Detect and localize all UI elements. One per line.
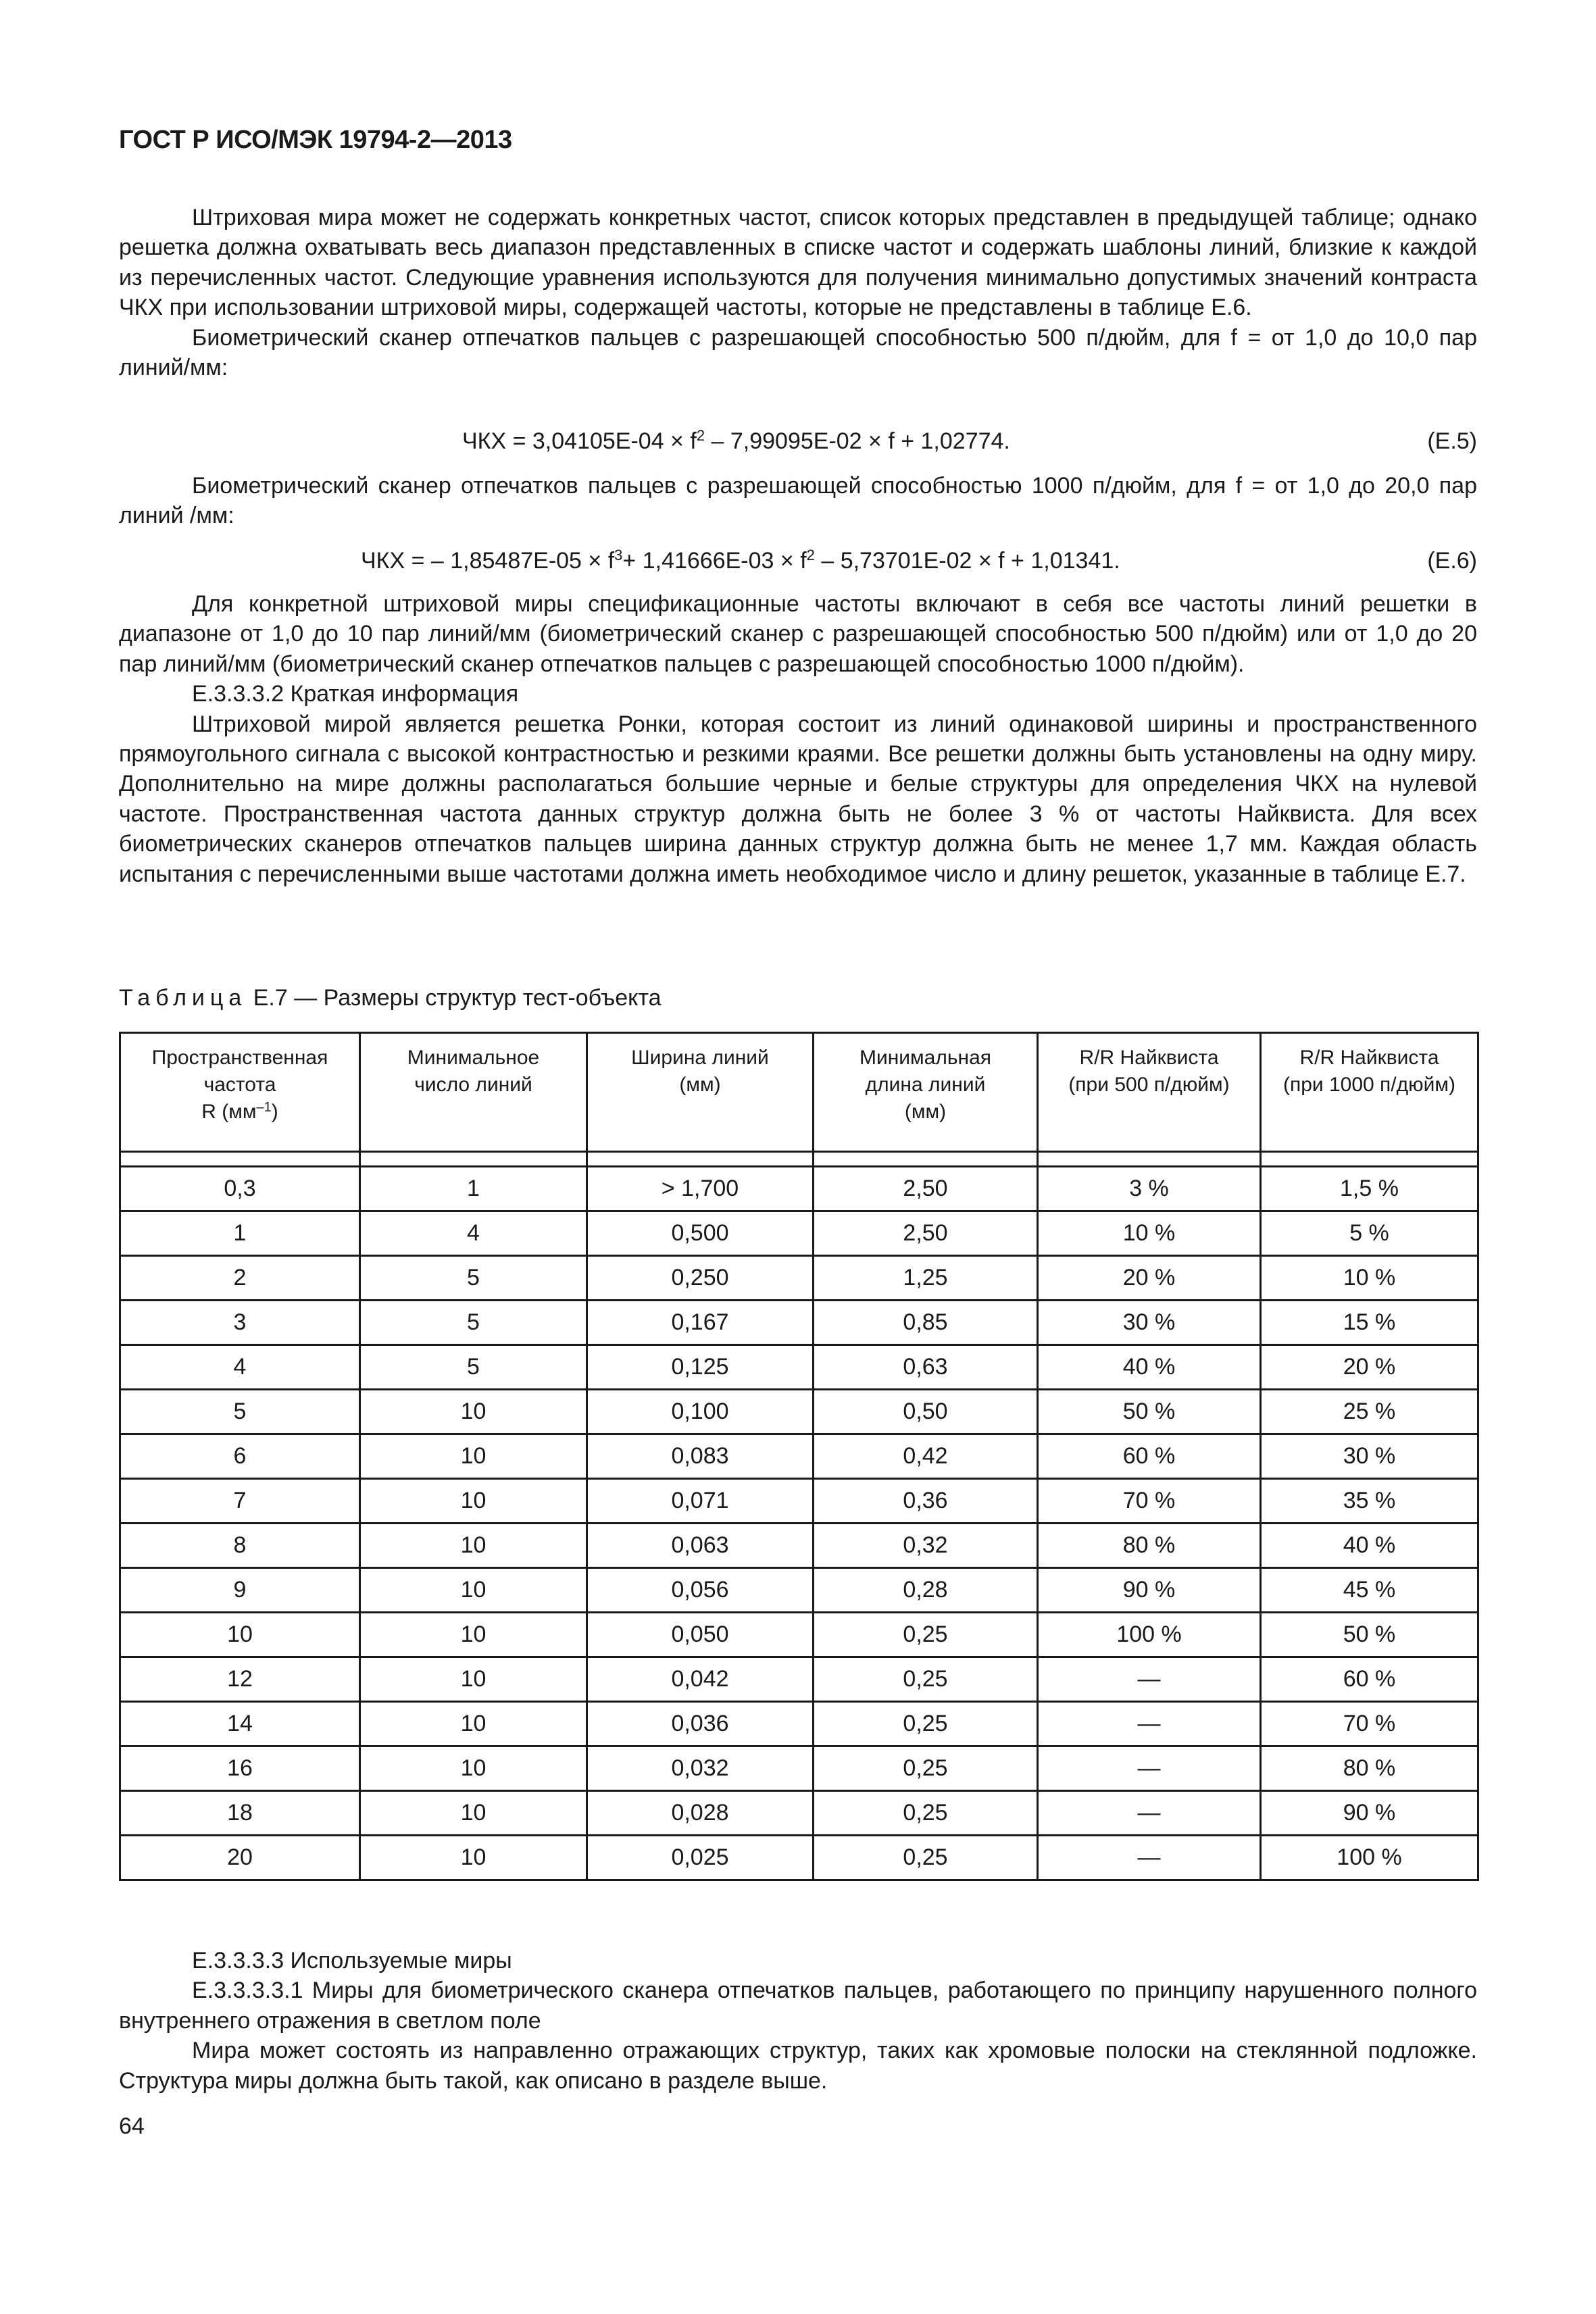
formula-e6-part3: – 5,73701E-02 × f + 1,01341. bbox=[814, 548, 1120, 574]
table-row bbox=[120, 1211, 1478, 1256]
header-c1-line2: частота bbox=[203, 1074, 276, 1096]
paragraph-spec-frequencies: Для конкретной штриховой миры спецификационные частоты включают в себя все частоты линий решетки в диапазоне от 1,0 до 10 пар линий/мм (биометрический сканер с разрешающей способностью 500 п/дюйм) или от 1,0 до 20 пар линий/мм (биометрический сканер отпечатков пальцев с разрешающей способностью 1000 п/дюйм). bbox=[119, 591, 1477, 677]
table-cell: 30 % bbox=[1261, 1434, 1478, 1479]
table-cell: > 1,700 bbox=[587, 1167, 814, 1211]
table-cell: 60 % bbox=[1038, 1434, 1261, 1479]
document-header-title: ГОСТ Р ИСО/МЭК 19794-2—2013 bbox=[119, 126, 512, 154]
table-caption-title: Е.7 — Размеры структур тест-объекта bbox=[247, 985, 662, 1011]
table-cell: 10 bbox=[360, 1791, 587, 1836]
table-cell: 10 % bbox=[1038, 1211, 1261, 1256]
table-cell: 0,25 bbox=[814, 1613, 1038, 1657]
table-cell: 4 bbox=[120, 1345, 360, 1390]
table-cell: 10 bbox=[360, 1836, 587, 1880]
table-cell: 3 % bbox=[1038, 1167, 1261, 1211]
table-cell: 35 % bbox=[1261, 1479, 1478, 1524]
table-cell: 10 bbox=[360, 1613, 587, 1657]
table-cell: 2,50 bbox=[814, 1167, 1038, 1211]
table-header-gap-row bbox=[120, 1152, 1478, 1167]
formula-e6-exponent-1: 3 bbox=[614, 547, 623, 563]
formula-e6-exponent-2: 2 bbox=[806, 547, 815, 563]
table-cell: 30 % bbox=[1038, 1301, 1261, 1345]
table-cell: 40 % bbox=[1261, 1524, 1478, 1568]
paragraph-ftir-targets: Е.3.3.3.3.1 Миры для биометрического сканера отпечатков пальцев, работающего по принципу нарушенного полного внутреннего отражения в светлом поле bbox=[119, 1978, 1477, 2034]
table-cell: 1,5 % bbox=[1261, 1167, 1478, 1211]
table-cell: 2 bbox=[120, 1256, 360, 1301]
table-row bbox=[120, 1256, 1478, 1301]
table-cell: 0,25 bbox=[814, 1791, 1038, 1836]
table-cell: 0,036 bbox=[587, 1702, 814, 1746]
paragraph-reflective-structures: Мира может состоять из направленно отражающих структур, таких как хромовые полоски на стеклянной подложке. Структура миры должна быть такой, как описано в разделе выше. bbox=[119, 2038, 1477, 2094]
header-c1-exponent: –1 bbox=[256, 1100, 272, 1115]
table-cell: 10 bbox=[360, 1434, 587, 1479]
table-cell: 10 bbox=[360, 1479, 587, 1524]
table-cell: 20 bbox=[120, 1836, 360, 1880]
table-row bbox=[120, 1568, 1478, 1613]
table-cell: 0,025 bbox=[587, 1836, 814, 1880]
table-cell: 10 bbox=[360, 1702, 587, 1746]
body-text bbox=[119, 589, 1477, 889]
header-c6-line1: R/R Найквиста bbox=[1299, 1047, 1439, 1069]
section-heading-used-targets: Е.3.3.3.3 Используемые миры bbox=[192, 1948, 512, 1973]
table-cell: 0,071 bbox=[587, 1479, 814, 1524]
header-min-line-length bbox=[814, 1033, 1038, 1152]
table-cell: 70 % bbox=[1038, 1479, 1261, 1524]
table-row bbox=[120, 1702, 1478, 1746]
table-cell: 1,25 bbox=[814, 1256, 1038, 1301]
table-header-row bbox=[120, 1033, 1478, 1152]
table-cell: 7 bbox=[120, 1479, 360, 1524]
page-number: 64 bbox=[119, 2113, 145, 2139]
header-c3-line2: (мм) bbox=[679, 1074, 721, 1096]
table-cell: 9 bbox=[120, 1568, 360, 1613]
header-c2-line2: число линий bbox=[414, 1074, 532, 1096]
table-body bbox=[120, 1152, 1478, 1880]
table-cell: 10 bbox=[360, 1657, 587, 1702]
table-cell: 15 % bbox=[1261, 1301, 1478, 1345]
table-cell: 0,250 bbox=[587, 1256, 814, 1301]
table-cell: 10 bbox=[120, 1613, 360, 1657]
table-cell: 80 % bbox=[1038, 1524, 1261, 1568]
gap-cell bbox=[360, 1152, 587, 1167]
table-cell: — bbox=[1038, 1702, 1261, 1746]
table-cell: 20 % bbox=[1038, 1256, 1261, 1301]
table-cell: 0,167 bbox=[587, 1301, 814, 1345]
formula-e6-part2: + 1,41666E-03 × f bbox=[622, 548, 807, 574]
table-cell: 5 bbox=[120, 1390, 360, 1434]
table-cell: 90 % bbox=[1038, 1568, 1261, 1613]
formula-e5-part2: – 7,99095E-02 × f + 1,02774. bbox=[705, 428, 1010, 454]
table-cell: 10 bbox=[360, 1390, 587, 1434]
table-cell: 12 bbox=[120, 1657, 360, 1702]
header-nyquist-500 bbox=[1038, 1033, 1261, 1152]
table-cell: 100 % bbox=[1038, 1613, 1261, 1657]
paragraph-ronchi-grating: Штриховой мирой является решетка Ронки, которая состоит из линий одинаковой ширины и пространственного прямоугольного сигнала с высокой контрастностью и резкими краями. Все решетки должны быть установлены на одну миру. Дополнительно на мире должны располагаться большие черные и белые структуры для определения ЧКХ на нулевой частоте. Пространственная частота данных структур должна быть не более 3 % от частоты Найквиста. Для всех биометрических сканеров отпечатков пальцев ширина данных структур должна быть не менее 1,7 мм. Каждая область испытания с перечисленными выше частотами должна иметь необходимое число и длину решеток, указанные в таблице Е.7. bbox=[119, 711, 1477, 887]
table-cell: 0,36 bbox=[814, 1479, 1038, 1524]
table-cell: 0,100 bbox=[587, 1390, 814, 1434]
table-cell: 0,050 bbox=[587, 1613, 814, 1657]
table-row bbox=[120, 1746, 1478, 1791]
gap-cell bbox=[587, 1152, 814, 1167]
table-caption-label: Таблица bbox=[119, 985, 247, 1011]
formula-e5-expression bbox=[462, 426, 1010, 457]
table-row bbox=[120, 1301, 1478, 1345]
header-c6-line2: (при 1000 п/дюйм) bbox=[1282, 1074, 1456, 1096]
table-cell: 80 % bbox=[1261, 1746, 1478, 1791]
table-cell: 45 % bbox=[1261, 1568, 1478, 1613]
table-cell: 14 bbox=[120, 1702, 360, 1746]
intro-text bbox=[119, 203, 1477, 382]
table-row bbox=[120, 1167, 1478, 1211]
table-cell: 0,032 bbox=[587, 1746, 814, 1791]
header-min-line-count bbox=[360, 1033, 587, 1152]
table-cell: 0,042 bbox=[587, 1657, 814, 1702]
formula-e6 bbox=[119, 545, 1477, 576]
table-cell: 1 bbox=[360, 1167, 587, 1211]
gap-cell bbox=[814, 1152, 1038, 1167]
table-cell: 0,25 bbox=[814, 1702, 1038, 1746]
section-heading-brief-info: Е.3.3.3.2 Краткая информация bbox=[192, 681, 519, 707]
paragraph-scanner-500: Биометрический сканер отпечатков пальцев с разрешающей способностью 500 п/дюйм, для f = от 1,0 до 10,0 пар линий/мм: bbox=[119, 324, 1477, 381]
table-cell: 0,50 bbox=[814, 1390, 1038, 1434]
table-cell: 70 % bbox=[1261, 1702, 1478, 1746]
header-c4-line1: Минимальная bbox=[859, 1047, 991, 1069]
table-cell: 16 bbox=[120, 1746, 360, 1791]
table-cell: 50 % bbox=[1261, 1613, 1478, 1657]
gap-cell bbox=[120, 1152, 360, 1167]
table-cell: — bbox=[1038, 1791, 1261, 1836]
header-c1-close: ) bbox=[271, 1101, 278, 1123]
table-cell: 5 bbox=[360, 1256, 587, 1301]
table-cell: 0,028 bbox=[587, 1791, 814, 1836]
table-cell: 6 bbox=[120, 1434, 360, 1479]
paragraph-mira-frequencies: Штриховая мира может не содержать конкретных частот, список которых представлен в предыдущей таблице; однако решетка должна охватывать весь диапазон представленных в списке частот и содержать шаблоны линий, близкие к каждой из перечисленных частот. Следующие уравнения используются для получения минимально допустимых значений контраста ЧКХ при использовании штриховой миры, содержащей частоты, которые не представлены в таблице Е.6. bbox=[119, 205, 1477, 321]
table-cell: 40 % bbox=[1038, 1345, 1261, 1390]
table-cell: 1 bbox=[120, 1211, 360, 1256]
table-row bbox=[120, 1390, 1478, 1434]
footer-text bbox=[119, 1946, 1477, 2096]
table-cell: 50 % bbox=[1038, 1390, 1261, 1434]
table-cell: 0,063 bbox=[587, 1524, 814, 1568]
table-cell: 2,50 bbox=[814, 1211, 1038, 1256]
table-cell: 10 bbox=[360, 1746, 587, 1791]
header-c1-line1: Пространственная bbox=[151, 1047, 328, 1069]
table-cell: 100 % bbox=[1261, 1836, 1478, 1880]
table-row bbox=[120, 1434, 1478, 1479]
table-cell: 0,25 bbox=[814, 1657, 1038, 1702]
header-c4-line2: длина линий bbox=[865, 1074, 986, 1096]
table-cell: 10 bbox=[360, 1568, 587, 1613]
table-cell: — bbox=[1038, 1657, 1261, 1702]
table-cell: 0,125 bbox=[587, 1345, 814, 1390]
formula-e6-number: (Е.6) bbox=[1427, 548, 1477, 574]
table-row bbox=[120, 1613, 1478, 1657]
header-c4-line3: (мм) bbox=[904, 1101, 947, 1123]
table-cell: 10 % bbox=[1261, 1256, 1478, 1301]
header-spatial-frequency bbox=[120, 1033, 360, 1152]
table-cell: 4 bbox=[360, 1211, 587, 1256]
formula-e5-number: (Е.5) bbox=[1427, 428, 1477, 454]
table-row bbox=[120, 1836, 1478, 1880]
scanner-1000-text bbox=[119, 471, 1477, 531]
table-cell: 0,42 bbox=[814, 1434, 1038, 1479]
table-row bbox=[120, 1657, 1478, 1702]
table-cell: 0,32 bbox=[814, 1524, 1038, 1568]
table-cell: 0,3 bbox=[120, 1167, 360, 1211]
formula-e6-part1: ЧКХ = – 1,85487E-05 × f bbox=[361, 548, 615, 574]
table-row bbox=[120, 1524, 1478, 1568]
table-cell: 20 % bbox=[1261, 1345, 1478, 1390]
table-cell: 60 % bbox=[1261, 1657, 1478, 1702]
formula-e5-part1: ЧКХ = 3,04105E-04 × f bbox=[462, 428, 697, 454]
header-c3-line1: Ширина линий bbox=[631, 1047, 769, 1069]
table-cell: 18 bbox=[120, 1791, 360, 1836]
table-cell: 0,083 bbox=[587, 1434, 814, 1479]
header-c2-line1: Минимальное bbox=[407, 1047, 540, 1069]
header-c5-line2: (при 500 п/дюйм) bbox=[1068, 1074, 1230, 1096]
gap-cell bbox=[1038, 1152, 1261, 1167]
table-cell: 0,28 bbox=[814, 1568, 1038, 1613]
table-cell: 5 % bbox=[1261, 1211, 1478, 1256]
table-caption bbox=[119, 983, 661, 1013]
table-cell: 0,500 bbox=[587, 1211, 814, 1256]
header-c1-line3: R (мм bbox=[201, 1101, 257, 1123]
paragraph-scanner-1000: Биометрический сканер отпечатков пальцев с разрешающей способностью 1000 п/дюйм, для f = от 1,0 до 20,0 пар линий /мм: bbox=[119, 473, 1477, 529]
formula-e5 bbox=[119, 426, 1477, 457]
header-nyquist-1000 bbox=[1261, 1033, 1478, 1152]
table-row bbox=[120, 1479, 1478, 1524]
table-row bbox=[120, 1345, 1478, 1390]
table-cell: 0,25 bbox=[814, 1746, 1038, 1791]
table-cell: 0,056 bbox=[587, 1568, 814, 1613]
table-cell: 90 % bbox=[1261, 1791, 1478, 1836]
table-cell: 0,63 bbox=[814, 1345, 1038, 1390]
table-cell: 0,85 bbox=[814, 1301, 1038, 1345]
table-cell: 10 bbox=[360, 1524, 587, 1568]
table-cell: 5 bbox=[360, 1301, 587, 1345]
header-line-width bbox=[587, 1033, 814, 1152]
formula-e5-exponent: 2 bbox=[696, 427, 705, 444]
formula-e6-expression bbox=[361, 545, 1120, 576]
table-cell: 3 bbox=[120, 1301, 360, 1345]
gap-cell bbox=[1261, 1152, 1478, 1167]
structure-sizes-table bbox=[119, 1032, 1479, 1881]
header-c5-line1: R/R Найквиста bbox=[1079, 1047, 1219, 1069]
table-cell: — bbox=[1038, 1836, 1261, 1880]
table-cell: — bbox=[1038, 1746, 1261, 1791]
table-cell: 8 bbox=[120, 1524, 360, 1568]
table-cell: 25 % bbox=[1261, 1390, 1478, 1434]
table-cell: 0,25 bbox=[814, 1836, 1038, 1880]
table-row bbox=[120, 1791, 1478, 1836]
table-cell: 5 bbox=[360, 1345, 587, 1390]
